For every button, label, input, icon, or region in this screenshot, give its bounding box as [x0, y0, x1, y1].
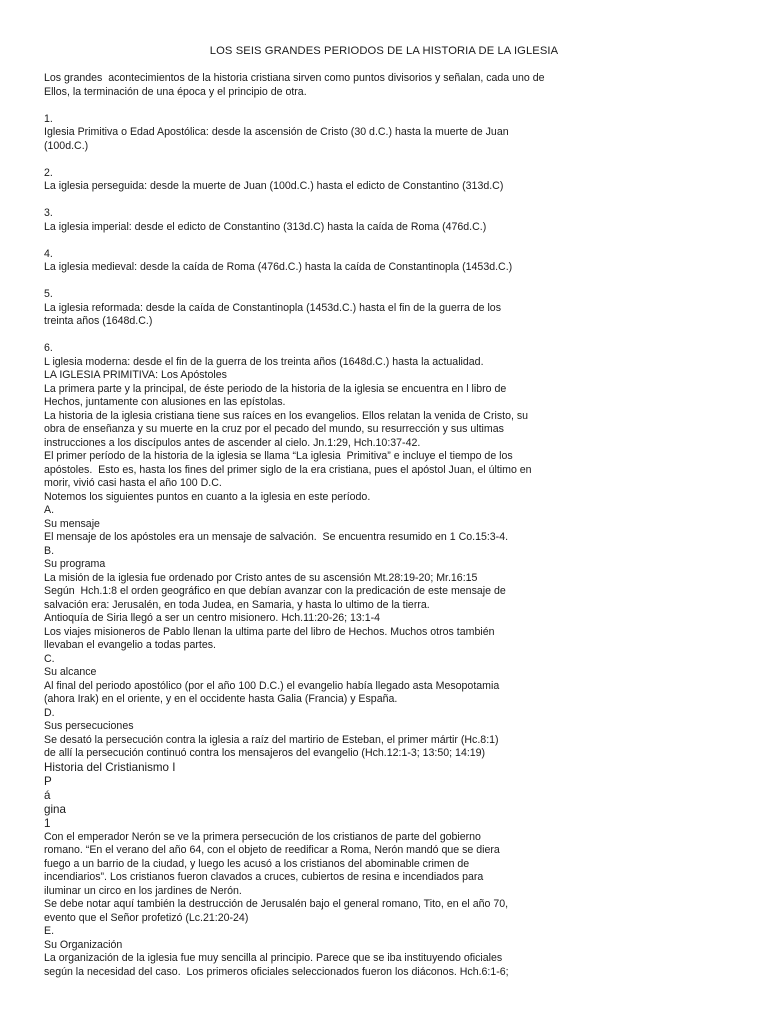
- period-number: 3.: [44, 207, 53, 219]
- body-line: apóstoles. Esto es, hasta los fines del primer siglo de la era cristiana, pues el apóstol Juan, el último en: [44, 463, 532, 476]
- body-line: Se debe notar aquí también la destrucción de Jerusalén bajo el general romano, Tito, en el año 70,: [44, 898, 509, 910]
- period-number: 5.: [44, 288, 53, 300]
- body-line: (ahora Irak) en el oriente, y en el occidente hasta Galia (Francia) y España.: [44, 693, 398, 705]
- section-letter: C.: [44, 652, 55, 665]
- period-text: (100d.C.): [44, 139, 89, 152]
- period-text: La iglesia reformada: desde la caída de Constantinopla (1453d.C.) hasta el fin de la guerra de los: [44, 301, 501, 314]
- period-text: La iglesia perseguida: desde la muerte de Juan (100d.C.) hasta el edicto de Constantino (313d.C): [44, 180, 504, 192]
- body-line: obra de enseñanza y su muerte en la cruz por el pecado del mundo, su resurrección y sus ultimas: [44, 423, 504, 435]
- section-heading: Sus persecuciones: [44, 720, 134, 732]
- body-line: de allí la persecución continuó contra los mensajeros del evangelio (Hch.12:1-3; 13:50; 14:19): [44, 747, 486, 759]
- period-text: La iglesia medieval: desde la caída de Roma (476d.C.) hasta la caída de Constantinopla (1453d.C.): [44, 261, 513, 273]
- section-letter: E.: [44, 925, 55, 937]
- body-line: llevaban el evangelio a todas partes.: [44, 639, 216, 651]
- document-body: [44, 72, 744, 979]
- body-line: Según Hch.1:8 el orden geográfico en que debían avanzar con la predicación de este mensaje de: [44, 585, 506, 597]
- running-header-title: Historia del Cristianismo I: [44, 760, 176, 774]
- running-header-page-fragment: á: [44, 788, 51, 802]
- period-text: La iglesia imperial: desde el edicto de Constantino (313d.C) hasta la caída de Roma (476d.C.): [44, 220, 487, 233]
- intro-line: Los grandes acontecimientos de la historia cristiana sirven como puntos divisorios y señalan, cada uno de: [44, 72, 545, 84]
- period-number: 4.: [44, 247, 53, 260]
- body-line: Al final del periodo apostólico (por el año 100 D.C.) el evangelio había llegado asta Mesopotamia: [44, 679, 500, 692]
- body-line: instrucciones a los discípulos antes de ascender al cielo. Jn.1:29, Hch.10:37-42.: [44, 436, 421, 449]
- section-letter: A.: [44, 504, 55, 516]
- body-line: morir, vivió casi hasta el año 100 D.C.: [44, 477, 222, 489]
- body-line: según la necesidad del caso. Los primeros oficiales seleccionados fueron los diáconos. Hch.6:1-6;: [44, 965, 509, 978]
- section-heading: Su programa: [44, 558, 106, 570]
- body-line: evento que el Señor profetizó (Lc.21:20-24): [44, 911, 249, 924]
- body-line: Los viajes misioneros de Pablo llenan la ultima parte del libro de Hechos. Muchos otros también: [44, 625, 495, 638]
- body-line: fuego a un barrio de la ciudad, y luego les acusó a los cristianos del abominable crimen de: [44, 857, 470, 870]
- document-title: LOS SEIS GRANDES PERIODOS DE LA HISTORIA DE LA IGLESIA: [209, 45, 559, 57]
- body-line: salvación era: Jerusalén, en toda Judea, en Samaria, y hasta lo ultimo de la tierra.: [44, 598, 430, 611]
- body-line: La primera parte y la principal, de éste periodo de la historia de la iglesia se encuentra en l libro de: [44, 382, 507, 395]
- body-line: Antioquía de Siria llegó a ser un centro misionero. Hch.11:20-26; 13:1-4: [44, 612, 381, 624]
- section-letter: D.: [44, 706, 55, 719]
- section-heading: Su alcance: [44, 666, 97, 678]
- period-number: 6.: [44, 342, 53, 354]
- period-number: 2.: [44, 166, 53, 179]
- running-header-page-fragment: P: [44, 774, 52, 788]
- body-line: Con el emperador Nerón se ve la primera persecución de los cristianos de parte del gobierno: [44, 830, 481, 843]
- body-line: incendiarios”. Los cristianos fueron clavados a cruces, cubiertos de resina e incendiados para: [44, 871, 484, 883]
- running-header-page-number: 1: [44, 816, 51, 830]
- running-header-page-fragment: gina: [44, 802, 66, 816]
- body-line: LA IGLESIA PRIMITIVA: Los Apóstoles: [44, 369, 227, 381]
- body-line: Hechos, juntamente con alusiones en las epístolas.: [44, 396, 286, 408]
- intro-line: Ellos, la terminación de una época y el principio de otra.: [44, 85, 307, 98]
- body-line: El primer período de la historia de la iglesia se llama “La iglesia Primitiva” e incluye el tiempo de los: [44, 450, 513, 462]
- period-number: 1.: [44, 112, 53, 125]
- period-text: L iglesia moderna: desde el fin de la guerra de los treinta años (1648d.C.) hasta la actualidad.: [44, 355, 484, 368]
- body-line: romano. “En el verano del año 64, con el objeto de reedificar a Roma, Nerón mandó que se diera: [44, 844, 500, 856]
- section-letter: B.: [44, 544, 55, 557]
- body-line: Notemos los siguientes puntos en cuanto a la iglesia en este período.: [44, 490, 371, 503]
- section-heading: Su Organización: [44, 938, 123, 951]
- body-line: La historia de la iglesia cristiana tiene sus raíces en los evangelios. Ellos relatan la venida de Cristo, su: [44, 409, 529, 422]
- section-heading: Su mensaje: [44, 517, 100, 530]
- body-line: La organización de la iglesia fue muy sencilla al principio. Parece que se iba instituyendo oficiales: [44, 952, 503, 964]
- body-line: El mensaje de los apóstoles era un mensaje de salvación. Se encuentra resumido en 1 Co.15:3-4.: [44, 531, 509, 543]
- body-line: La misión de la iglesia fue ordenado por Cristo antes de su ascensión Mt.28:19-20; Mr.16:15: [44, 571, 478, 584]
- body-line: Se desató la persecución contra la iglesia a raíz del martirio de Esteban, el primer mártir (Hc.8:1): [44, 733, 499, 746]
- period-text: treinta años (1648d.C.): [44, 315, 153, 327]
- body-line: iluminar un circo en los jardines de Nerón.: [44, 884, 242, 897]
- period-text: Iglesia Primitiva o Edad Apostólica: desde la ascensión de Cristo (30 d.C.) hasta la muerte de Juan: [44, 126, 509, 138]
